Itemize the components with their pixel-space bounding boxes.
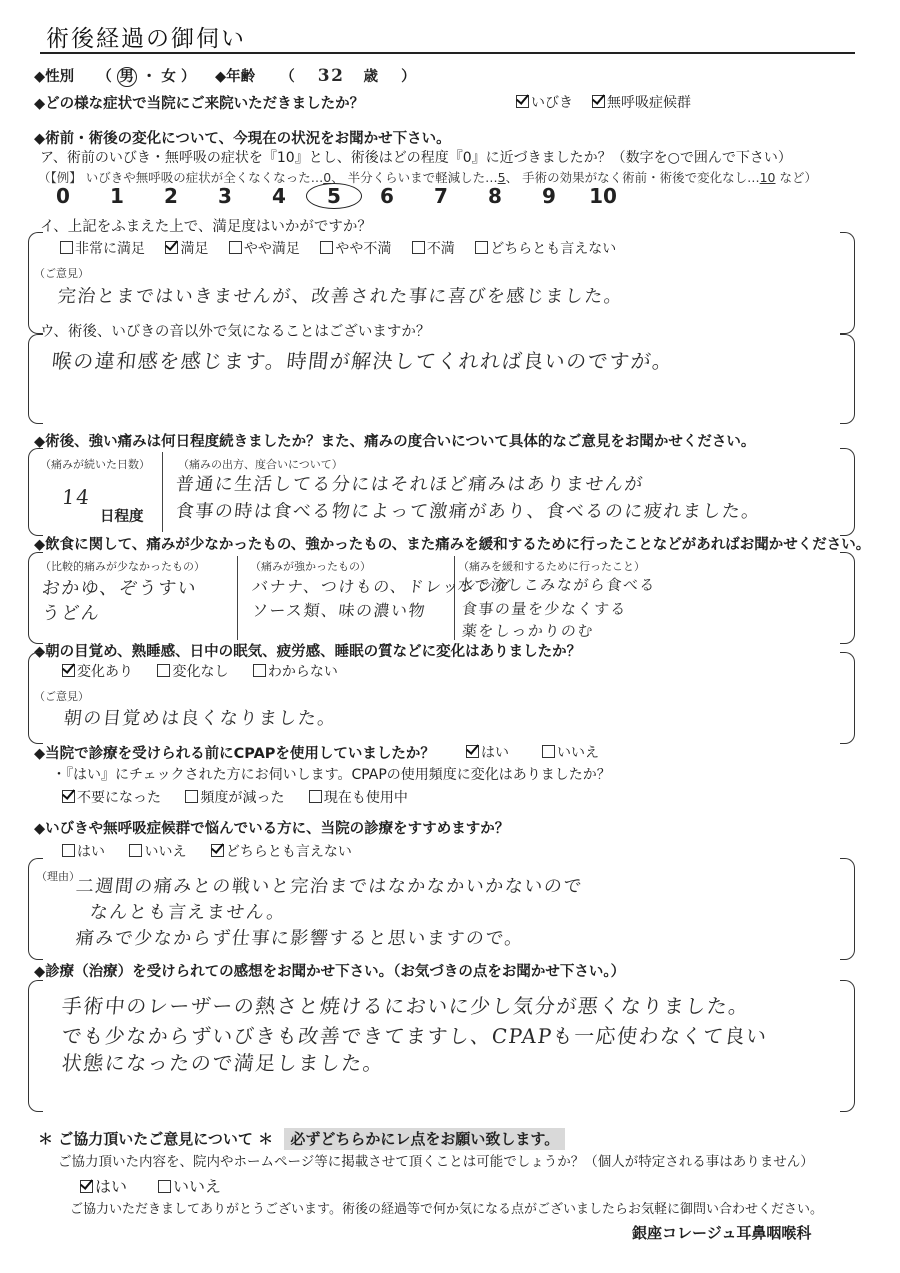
pain-bracket-right xyxy=(840,448,855,536)
rec-label-0: はい xyxy=(77,844,105,860)
pain-question: ◆術後、強い痛みは何日程度続きましたか？また、痛みの度合いについて具体的なご意見をお聞かせください。 xyxy=(34,434,756,450)
impression-line2[interactable]: でも少なからずいびきも改善できてますし、CPAPも一応使わなくて良い xyxy=(60,1024,769,1048)
checkbox-icon xyxy=(62,844,75,857)
scale-4[interactable]: 4 xyxy=(272,184,286,208)
sat-option-somewhat-dissatisfied[interactable] xyxy=(320,241,391,257)
cpap-follow-label-0: 不要になった xyxy=(77,790,161,806)
symptoms-question: ◆どの様な症状で当院にご来院いただきましたか？ xyxy=(34,96,365,112)
consent-title xyxy=(38,1128,565,1149)
change-scale xyxy=(36,183,630,209)
scale-7[interactable]: 7 xyxy=(434,184,448,208)
sat-label-4: 不満 xyxy=(426,241,455,257)
sleep-opinion-label: （ご意見） xyxy=(34,690,89,703)
cpap-opt-unnecessary[interactable] xyxy=(62,790,161,806)
scale-0[interactable]: 0 xyxy=(56,184,70,208)
sat-option-very-satisfied[interactable] xyxy=(60,241,145,257)
change-heading: ◆術前・術後の変化について、今現在の状況をお聞かせ下さい。 xyxy=(34,131,451,147)
cpap-follow-label-2: 現在も使用中 xyxy=(323,790,408,806)
cpap-option-yes[interactable] xyxy=(466,742,509,762)
sleep-option-changed[interactable] xyxy=(62,664,133,680)
checkbox-icon xyxy=(129,844,142,857)
pain-days-value[interactable]: 14 xyxy=(60,485,92,509)
checkbox-checked-icon xyxy=(165,241,178,254)
sleep-option-unchanged[interactable] xyxy=(157,664,228,680)
pain-divider xyxy=(162,452,163,532)
cpap-no-label: いいえ xyxy=(557,745,599,761)
cpap-question: ◆当院で診療を受けられる前にCPAPを使用していましたか？ xyxy=(34,746,435,762)
sleep-opinion[interactable]: 朝の目覚めは良くなりました。 xyxy=(62,708,338,729)
sleep-bracket-right xyxy=(840,652,855,744)
example-text-1: （【例】 いびきや無呼吸の症状が全くなくなった… xyxy=(38,170,324,185)
sleep-option-unknown[interactable] xyxy=(253,664,338,680)
satisfaction-opinion-label: （ご意見） xyxy=(34,267,89,280)
consent-title-b: 必ずどちらかにレ点をお願い致します。 xyxy=(284,1128,565,1150)
sat-label-5: どちらとも言えない xyxy=(490,241,617,257)
sex-label: ◆性別 xyxy=(34,69,75,85)
checkbox-icon xyxy=(309,790,322,803)
recommend-question: ◆いびきや無呼吸症候群で悩んでいる方に、当院の診療をすすめますか？ xyxy=(34,821,510,837)
checkbox-checked-icon xyxy=(62,664,75,677)
clinic-name: 銀座コレージュ耳鼻咽喉科 xyxy=(632,1224,812,1242)
checkbox-icon xyxy=(542,745,555,758)
food-question: ◆飲食に関して、痛みが少なかったもの、強かったもの、また痛みを緩和するために行ったことなどがあればお聞かせください。 xyxy=(34,537,871,553)
recommend-reason-line2[interactable]: なんとも言えません。 xyxy=(88,902,288,923)
sat-label-2: やや満足 xyxy=(243,241,300,257)
pain-detail-line2[interactable]: 食事の時は食べる物によって激痛があり、食べるのに疲れました。 xyxy=(174,501,762,522)
sex-close: ） xyxy=(180,69,196,85)
sleep-label-2: わからない xyxy=(267,664,338,680)
impression-line1[interactable]: 手術中のレーザーの熱さと焼けるにおいに少し気分が悪くなりました。 xyxy=(60,994,752,1018)
cpap-option-no[interactable] xyxy=(542,742,599,762)
cpap-opt-still-using[interactable] xyxy=(309,790,408,806)
example-10: 10 xyxy=(759,170,776,185)
impression-line3[interactable]: 状態になったので満足しました。 xyxy=(60,1051,386,1075)
checkbox-icon xyxy=(229,241,242,254)
pain-detail-label: （痛みの出方、度合いについて） xyxy=(178,458,343,471)
recommend-bracket-right xyxy=(840,858,855,960)
age-label: ◆年齢 xyxy=(215,69,256,85)
sex-male-label: 男 xyxy=(119,69,135,85)
cpap-opt-reduced[interactable] xyxy=(185,790,284,806)
consent-no-label: いいえ xyxy=(173,1177,222,1196)
checkbox-checked-icon xyxy=(592,95,605,108)
sex-field xyxy=(34,65,195,87)
cpap-followup: ・『はい』にチェックされた方にお伺いします。CPAPの使用頻度に変化はありましたか？ xyxy=(52,767,611,783)
checkbox-checked-icon xyxy=(211,844,224,857)
food-col2-line1[interactable]: バナナ、つけもの、ドレッシング xyxy=(250,577,513,596)
scale-8[interactable]: 8 xyxy=(488,184,502,208)
example-0: 0 xyxy=(323,170,332,185)
recommend-option-neutral[interactable] xyxy=(211,844,352,860)
food-col2-line2[interactable]: ソース類、味の濃い物 xyxy=(250,601,428,620)
checkbox-icon xyxy=(158,1180,171,1193)
checkbox-checked-icon xyxy=(80,1180,93,1193)
age-close: ） xyxy=(401,69,416,85)
symptom-apnea-label: 無呼吸症候群 xyxy=(607,95,691,111)
satisfaction-bracket-right xyxy=(840,232,855,334)
satisfaction-options xyxy=(60,238,616,258)
consent-question: ご協力頂いた内容を、院内やホームページ等に掲載させて頂くことは可能でしょうか？（個人が特定される事はありません） xyxy=(58,1154,814,1170)
checkbox-icon xyxy=(475,241,488,254)
consent-option-no[interactable] xyxy=(158,1174,221,1197)
checkbox-checked-icon xyxy=(466,745,479,758)
sex-female-option[interactable]: 女 xyxy=(161,69,176,85)
sat-label-1: 満足 xyxy=(180,241,209,257)
cpap-follow-label-1: 頻度が減った xyxy=(200,790,285,806)
consent-yes-label: はい xyxy=(95,1177,128,1196)
title-underline xyxy=(40,52,855,54)
recommend-option-yes[interactable] xyxy=(62,844,105,860)
checkbox-icon xyxy=(157,664,170,677)
food-col3-line1[interactable]: 水で流しこみながら食べる xyxy=(457,576,657,594)
satisfaction-question: イ、上記をふまえた上で、満足度はいかがですか？ xyxy=(40,219,372,235)
satisfaction-bracket-left xyxy=(28,232,43,334)
satisfaction-opinion[interactable]: 完治とまではいきませんが、改善された事に喜びを感じました。 xyxy=(56,286,625,307)
checkbox-icon xyxy=(412,241,425,254)
example-text-4: など） xyxy=(775,170,817,185)
sat-option-somewhat-satisfied[interactable] xyxy=(229,241,300,257)
impression-bracket-left xyxy=(28,980,43,1112)
scale-3[interactable]: 3 xyxy=(218,184,232,208)
age-unit: 歳 xyxy=(363,69,379,85)
sat-option-satisfied[interactable] xyxy=(165,241,208,257)
rec-label-1: いいえ xyxy=(144,844,187,860)
symptom-option-apnea[interactable] xyxy=(592,92,691,112)
scale-5-selected[interactable] xyxy=(306,183,360,209)
food-col3-label: （痛みを緩和するために行ったこと） xyxy=(458,560,645,573)
checkbox-icon xyxy=(253,664,266,677)
scale-10[interactable]: 10 xyxy=(589,184,617,208)
food-divider-1 xyxy=(237,556,238,640)
cpap-yes-label: はい xyxy=(481,745,509,761)
sat-option-neutral[interactable] xyxy=(475,241,616,257)
age-field xyxy=(215,65,416,86)
selected-circle: 5 xyxy=(306,183,362,209)
food-col1-line1[interactable]: おかゆ、ぞうすい xyxy=(40,578,199,599)
scale-1[interactable]: 1 xyxy=(110,184,124,208)
checkbox-checked-icon xyxy=(62,790,75,803)
other-bracket-left xyxy=(28,334,43,424)
sex-male-option[interactable] xyxy=(117,67,137,87)
sat-label-3: やや不満 xyxy=(335,241,392,257)
sleep-label-0: 変化あり xyxy=(77,664,133,680)
recommend-reason-label: （理由） xyxy=(36,870,80,883)
food-col1-line2[interactable]: うどん xyxy=(40,603,102,624)
pain-detail-line1[interactable]: 普通に生活してる分にはそれほど痛みはありませんが xyxy=(174,474,645,495)
sex-dot: ・ xyxy=(141,69,157,85)
pain-days-unit: 日程度 xyxy=(100,509,144,525)
sleep-options xyxy=(62,661,338,681)
symptom-snoring-label: いびき xyxy=(531,95,573,111)
checkbox-checked-icon xyxy=(516,95,529,108)
change-question-a: ア、術前のいびき・無呼吸の症状を『10』とし、術後はどの程度『0』に近づきましたか？（数字を○で囲んで下さい） xyxy=(40,150,792,166)
other-answer[interactable]: 喉の違和感を感じます。時間が解決してくれれば良いのですが。 xyxy=(50,349,676,373)
consent-title-a: ＊ ご協力頂いたご意見について ＊ xyxy=(38,1130,274,1148)
recommend-reason-line1[interactable]: 二週間の痛みとの戦いと完治まではなかなかいかないので xyxy=(74,876,584,897)
example-text-3: 、 手術の効果がなく術前・術後で変化なし… xyxy=(505,170,760,185)
example-5: 5 xyxy=(497,170,506,185)
other-question: ウ、術後、いびきの音以外で気になることはございますか？ xyxy=(40,324,431,340)
sex-open: （ xyxy=(97,69,112,85)
sat-option-dissatisfied[interactable] xyxy=(412,241,455,257)
food-bracket-right xyxy=(840,552,855,644)
impression-question: ◆診療（治療）を受けられての感想をお聞かせ下さい。（お気づきの点をお聞かせ下さい。） xyxy=(34,964,626,980)
symptom-option-snoring[interactable] xyxy=(516,92,573,112)
scale-2[interactable]: 2 xyxy=(164,184,178,208)
pain-days-label: （痛みが続いた日数） xyxy=(40,458,150,471)
sat-label-0: 非常に満足 xyxy=(75,241,145,257)
recommend-reason-line3[interactable]: 痛みで少なからず仕事に影響すると思いますので。 xyxy=(74,928,526,949)
footer-thanks: ご協力いただきましてありがとうございます。術後の経過等で何か気になる点がございましたらお気軽に御問い合わせください。 xyxy=(70,1202,823,1217)
food-col3-line3[interactable]: 薬をしっかりのむ xyxy=(461,622,595,640)
checkbox-icon xyxy=(185,790,198,803)
consent-option-yes[interactable] xyxy=(80,1174,127,1197)
food-col3-line2[interactable]: 食事の量を少なくする xyxy=(461,600,628,618)
impression-bracket-right xyxy=(840,980,855,1112)
checkbox-icon xyxy=(320,241,333,254)
cpap-followup-options xyxy=(62,787,408,807)
page-title: 術後経過の御伺い xyxy=(46,26,246,52)
food-divider-2 xyxy=(454,556,455,640)
recommend-option-no[interactable] xyxy=(129,844,186,860)
sleep-question: ◆朝の目覚め、熟睡感、日中の眠気、疲労感、睡眠の質などに変化はありましたか？ xyxy=(34,644,582,660)
age-value[interactable]: 32 xyxy=(317,66,345,86)
rec-label-2: どちらとも言えない xyxy=(225,844,352,860)
other-bracket-right xyxy=(840,334,855,424)
checkbox-icon xyxy=(60,241,73,254)
food-col1-label: （比較的痛みが少なかったもの） xyxy=(40,560,205,573)
scale-6[interactable]: 6 xyxy=(380,184,394,208)
recommend-options xyxy=(62,841,352,861)
food-col2-label: （痛みが強かったもの） xyxy=(250,560,371,573)
scale-9[interactable]: 9 xyxy=(542,184,556,208)
sleep-label-1: 変化なし xyxy=(172,664,229,680)
example-text-2: 、 半分くらいまで軽減した… xyxy=(331,170,498,185)
age-open: （ xyxy=(280,69,295,85)
